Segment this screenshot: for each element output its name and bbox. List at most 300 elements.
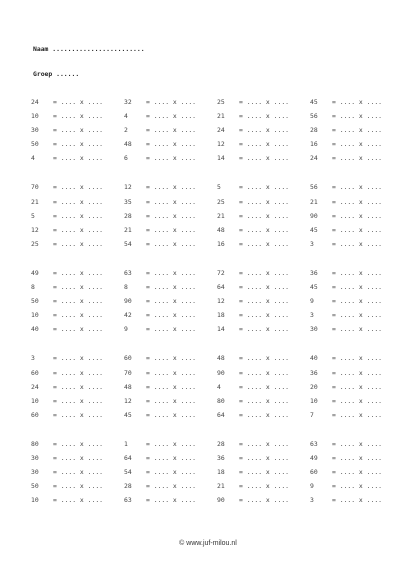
exercise-number: 80 [217,396,225,405]
answer-blanks: = .... x .... [332,354,383,363]
exercise-number: 60 [31,368,39,377]
answer-blanks: = .... x .... [239,482,290,491]
exercise-item [217,140,289,148]
exercise-number: 36 [217,453,225,462]
exercise-item [310,354,382,362]
answer-blanks: = .... x .... [332,468,383,477]
exercise-number: 56 [310,112,318,121]
exercise-item [217,482,289,490]
exercise-number: 48 [217,354,225,363]
exercise-item [124,212,196,220]
exercise-number: 54 [124,468,132,477]
exercise-number: 90 [217,368,225,377]
answer-blanks: = .... x .... [146,98,197,106]
exercise-number: 2 [124,126,128,135]
exercise-number: 64 [217,410,225,419]
exercise-item [217,454,289,462]
exercise-number: 9 [124,325,128,334]
answer-blanks: = .... x .... [53,140,104,149]
exercise-item [310,454,382,462]
answer-blanks: = .... x .... [53,112,104,121]
answer-blanks: = .... x .... [239,183,290,192]
exercise-item [31,440,103,448]
answer-blanks: = .... x .... [239,140,290,149]
exercise-number: 56 [310,183,318,192]
exercise-item [31,269,103,277]
answer-blanks: = .... x .... [146,368,197,377]
exercise-number: 24 [310,154,318,163]
answer-blanks: = .... x .... [239,311,290,320]
exercise-number: 10 [31,112,39,121]
exercise-item [310,112,382,120]
exercise-number: 7 [310,410,314,419]
exercise-number: 70 [31,183,39,192]
answer-blanks: = .... x .... [146,354,197,363]
exercise-item [217,98,289,106]
answer-blanks: = .... x .... [53,98,104,106]
exercise-item [217,226,289,234]
exercise-number: 3 [310,496,314,505]
answer-blanks: = .... x .... [332,453,383,462]
exercise-item [310,140,382,148]
exercise-number: 12 [217,140,225,149]
exercise-number: 10 [31,311,39,320]
exercise-item [31,140,103,148]
exercise-number: 90 [310,211,318,220]
exercise-number: 6 [124,154,128,163]
exercise-item [217,440,289,448]
exercise-number: 25 [31,239,39,248]
exercise-number: 50 [31,297,39,306]
answer-blanks: = .... x .... [332,211,383,220]
exercise-number: 16 [310,140,318,149]
exercise-item [31,311,103,319]
exercise-item [31,354,103,362]
answer-blanks: = .... x .... [53,311,104,320]
exercise-item [310,440,382,448]
exercise-number: 12 [217,297,225,306]
exercise-item [310,212,382,220]
exercise-item [310,369,382,377]
exercise-number: 20 [310,382,318,391]
exercise-number: 28 [124,211,132,220]
exercise-item [124,311,196,319]
answer-blanks: = .... x .... [239,496,290,505]
exercise-item [31,183,103,191]
exercise-number: 54 [124,239,132,248]
answer-blanks: = .... x .... [146,439,197,448]
exercise-item [124,297,196,305]
answer-blanks: = .... x .... [332,311,383,320]
exercise-number: 30 [31,468,39,477]
exercise-item [310,397,382,405]
exercise-item [31,482,103,490]
exercise-item [310,468,382,476]
exercise-number: 36 [310,268,318,277]
answer-blanks: = .... x .... [53,225,104,234]
answer-blanks: = .... x .... [332,225,383,234]
exercise-number: 3 [310,311,314,320]
exercise-item [31,369,103,377]
answer-blanks: = .... x .... [146,197,197,206]
exercise-number: 24 [31,382,39,391]
exercise-item [310,383,382,391]
exercise-number: 10 [31,396,39,405]
group-label: Groep [33,70,53,78]
exercise-item [124,126,196,134]
exercise-item [310,240,382,248]
exercise-item [31,198,103,206]
answer-blanks: = .... x .... [53,468,104,477]
answer-blanks: = .... x .... [332,140,383,149]
exercise-item [124,226,196,234]
answer-blanks: = .... x .... [53,354,104,363]
exercise-item [124,283,196,291]
answer-blanks: = .... x .... [146,396,197,405]
answer-blanks: = .... x .... [53,453,104,462]
answer-blanks: = .... x .... [332,325,383,334]
exercise-item [217,269,289,277]
exercise-item [31,383,103,391]
answer-blanks: = .... x .... [53,439,104,448]
exercise-item [217,126,289,134]
exercise-number: 3 [310,239,314,248]
exercise-number: 70 [124,368,132,377]
exercise-item [31,154,103,162]
exercise-item [31,454,103,462]
exercise-item [31,397,103,405]
answer-blanks: = .... x .... [332,239,383,248]
answer-blanks: = .... x .... [146,297,197,306]
answer-blanks: = .... x .... [146,112,197,121]
exercise-item [124,496,196,504]
exercise-number: 12 [124,396,132,405]
answer-blanks: = .... x .... [53,211,104,220]
answer-blanks: = .... x .... [332,482,383,491]
answer-blanks: = .... x .... [332,197,383,206]
answer-blanks: = .... x .... [53,126,104,135]
exercise-number: 45 [310,283,318,292]
exercise-item [124,154,196,162]
answer-blanks: = .... x .... [146,126,197,135]
exercise-item [217,311,289,319]
exercise-item [310,183,382,191]
exercise-number: 9 [310,297,314,306]
footer-credit: © www.juf-milou.nl [179,540,237,547]
exercise-item [310,154,382,162]
exercise-number: 25 [217,98,225,106]
exercise-number: 30 [31,453,39,462]
exercise-number: 1 [124,439,128,448]
answer-blanks: = .... x .... [332,283,383,292]
exercise-item [124,454,196,462]
answer-blanks: = .... x .... [332,439,383,448]
exercise-item [31,411,103,419]
exercise-item [310,226,382,234]
answer-blanks: = .... x .... [239,283,290,292]
exercise-number: 28 [217,439,225,448]
answer-blanks: = .... x .... [146,382,197,391]
exercise-number: 48 [124,382,132,391]
answer-blanks: = .... x .... [53,197,104,206]
exercise-number: 45 [310,225,318,234]
exercise-number: 45 [124,410,132,419]
answer-blanks: = .... x .... [239,453,290,462]
answer-blanks: = .... x .... [239,325,290,334]
answer-blanks: = .... x .... [332,368,383,377]
exercise-number: 18 [217,311,225,320]
exercise-number: 80 [31,439,39,448]
answer-blanks: = .... x .... [146,311,197,320]
exercise-item [31,297,103,305]
exercise-item [31,283,103,291]
answer-blanks: = .... x .... [239,154,290,163]
exercise-item [310,496,382,504]
answer-blanks: = .... x .... [146,325,197,334]
exercise-item [310,411,382,419]
answer-blanks: = .... x .... [239,468,290,477]
answer-blanks: = .... x .... [53,410,104,419]
exercise-item [31,468,103,476]
exercise-item [217,283,289,291]
answer-blanks: = .... x .... [146,468,197,477]
exercise-item [124,183,196,191]
answer-blanks: = .... x .... [332,410,383,419]
exercise-number: 63 [124,496,132,505]
exercise-item [217,112,289,120]
exercise-item [217,468,289,476]
answer-blanks: = .... x .... [239,354,290,363]
exercise-number: 50 [31,140,39,149]
answer-blanks: = .... x .... [239,239,290,248]
answer-blanks: = .... x .... [239,268,290,277]
answer-blanks: = .... x .... [53,268,104,277]
answer-blanks: = .... x .... [332,112,383,121]
answer-blanks: = .... x .... [332,126,383,135]
exercise-number: 63 [124,268,132,277]
answer-blanks: = .... x .... [332,268,383,277]
exercise-item [124,354,196,362]
answer-blanks: = .... x .... [332,396,383,405]
exercise-number: 5 [217,183,221,192]
exercise-number: 64 [217,283,225,292]
exercise-item [310,126,382,134]
exercise-number: 4 [217,382,221,391]
answer-blanks: = .... x .... [239,126,290,135]
exercise-item [31,226,103,234]
exercise-number: 49 [31,268,39,277]
exercise-number: 48 [124,140,132,149]
exercise-number: 60 [31,410,39,419]
exercise-item [217,198,289,206]
exercise-number: 24 [31,98,39,106]
exercise-item [124,240,196,248]
answer-blanks: = .... x .... [239,410,290,419]
exercise-item [31,325,103,333]
exercise-number: 14 [217,154,225,163]
exercise-item [124,198,196,206]
exercise-number: 5 [31,211,35,220]
exercise-item [217,397,289,405]
exercise-item [124,369,196,377]
answer-blanks: = .... x .... [239,225,290,234]
answer-blanks: = .... x .... [53,368,104,377]
answer-blanks: = .... x .... [53,396,104,405]
exercise-item [124,397,196,405]
exercise-number: 49 [310,453,318,462]
exercise-item [124,325,196,333]
exercise-number: 60 [124,354,132,363]
exercise-number: 12 [124,183,132,192]
answer-blanks: = .... x .... [146,183,197,192]
name-label: Naam [33,45,49,53]
answer-blanks: = .... x .... [239,98,290,106]
exercise-item [217,154,289,162]
exercise-item [31,496,103,504]
exercise-number: 40 [310,354,318,363]
exercise-number: 60 [310,468,318,477]
answer-blanks: = .... x .... [332,154,383,163]
exercise-number: 28 [310,126,318,135]
exercise-number: 8 [124,283,128,292]
exercise-number: 63 [310,439,318,448]
name-line [33,45,145,53]
exercise-number: 9 [310,482,314,491]
answer-blanks: = .... x .... [146,225,197,234]
exercise-number: 16 [217,239,225,248]
exercise-item [31,240,103,248]
answer-blanks: = .... x .... [146,268,197,277]
exercise-item [124,98,196,106]
exercise-number: 45 [310,98,318,106]
exercise-number: 4 [124,112,128,121]
answer-blanks: = .... x .... [146,140,197,149]
exercise-number: 30 [310,325,318,334]
answer-blanks: = .... x .... [53,482,104,491]
answer-blanks: = .... x .... [146,453,197,462]
exercise-number: 42 [124,311,132,320]
exercise-item [31,126,103,134]
answer-blanks: = .... x .... [146,482,197,491]
exercise-item [124,383,196,391]
answer-blanks: = .... x .... [146,410,197,419]
exercise-number: 64 [124,453,132,462]
exercise-number: 25 [217,197,225,206]
answer-blanks: = .... x .... [53,325,104,334]
group-dots: ...... [56,70,80,78]
answer-blanks: = .... x .... [332,183,383,192]
exercise-number: 32 [124,98,132,106]
exercise-item [217,369,289,377]
exercise-item [310,198,382,206]
exercise-number: 10 [310,396,318,405]
answer-blanks: = .... x .... [53,239,104,248]
exercise-item [31,212,103,220]
exercise-item [124,112,196,120]
answer-blanks: = .... x .... [332,98,383,106]
exercise-item [217,240,289,248]
exercise-number: 21 [124,225,132,234]
exercise-item [124,269,196,277]
answer-blanks: = .... x .... [239,396,290,405]
answer-blanks: = .... x .... [332,496,383,505]
exercise-number: 35 [124,197,132,206]
exercise-item [310,297,382,305]
exercise-number: 40 [31,325,39,334]
exercise-number: 14 [217,325,225,334]
answer-blanks: = .... x .... [53,297,104,306]
exercise-item [31,112,103,120]
answer-blanks: = .... x .... [146,154,197,163]
exercise-item [217,297,289,305]
exercise-number: 12 [31,225,39,234]
exercise-item [310,98,382,106]
exercise-item [310,482,382,490]
exercise-number: 18 [217,468,225,477]
answer-blanks: = .... x .... [239,112,290,121]
exercise-item [217,183,289,191]
exercise-number: 90 [217,496,225,505]
exercise-number: 21 [31,197,39,206]
exercise-item [124,140,196,148]
exercise-number: 36 [310,368,318,377]
name-dots: ........................ [52,45,145,53]
exercise-item [124,411,196,419]
exercise-item [217,383,289,391]
answer-blanks: = .... x .... [146,496,197,505]
exercise-item [217,354,289,362]
answer-blanks: = .... x .... [332,382,383,391]
exercise-number: 3 [31,354,35,363]
exercise-item [217,496,289,504]
exercise-item [31,98,103,106]
exercise-item [124,482,196,490]
exercise-number: 21 [217,112,225,121]
exercise-item [217,325,289,333]
answer-blanks: = .... x .... [53,496,104,505]
answer-blanks: = .... x .... [239,197,290,206]
exercise-item [217,212,289,220]
answer-blanks: = .... x .... [53,183,104,192]
exercise-number: 8 [31,283,35,292]
exercise-number: 72 [217,268,225,277]
exercise-number: 48 [217,225,225,234]
answer-blanks: = .... x .... [53,283,104,292]
answer-blanks: = .... x .... [332,297,383,306]
exercise-item [124,468,196,476]
exercise-item [217,411,289,419]
exercise-number: 30 [31,126,39,135]
exercise-item [310,325,382,333]
answer-blanks: = .... x .... [146,283,197,292]
answer-blanks: = .... x .... [239,382,290,391]
exercise-number: 21 [310,197,318,206]
answer-blanks: = .... x .... [239,297,290,306]
answer-blanks: = .... x .... [146,211,197,220]
answer-blanks: = .... x .... [239,439,290,448]
answer-blanks: = .... x .... [239,368,290,377]
group-line [33,70,79,78]
exercise-item [310,311,382,319]
exercise-number: 10 [31,496,39,505]
exercise-number: 24 [217,126,225,135]
exercise-item [124,440,196,448]
answer-blanks: = .... x .... [53,154,104,163]
exercise-number: 50 [31,482,39,491]
exercise-number: 21 [217,482,225,491]
exercise-number: 21 [217,211,225,220]
answer-blanks: = .... x .... [239,211,290,220]
